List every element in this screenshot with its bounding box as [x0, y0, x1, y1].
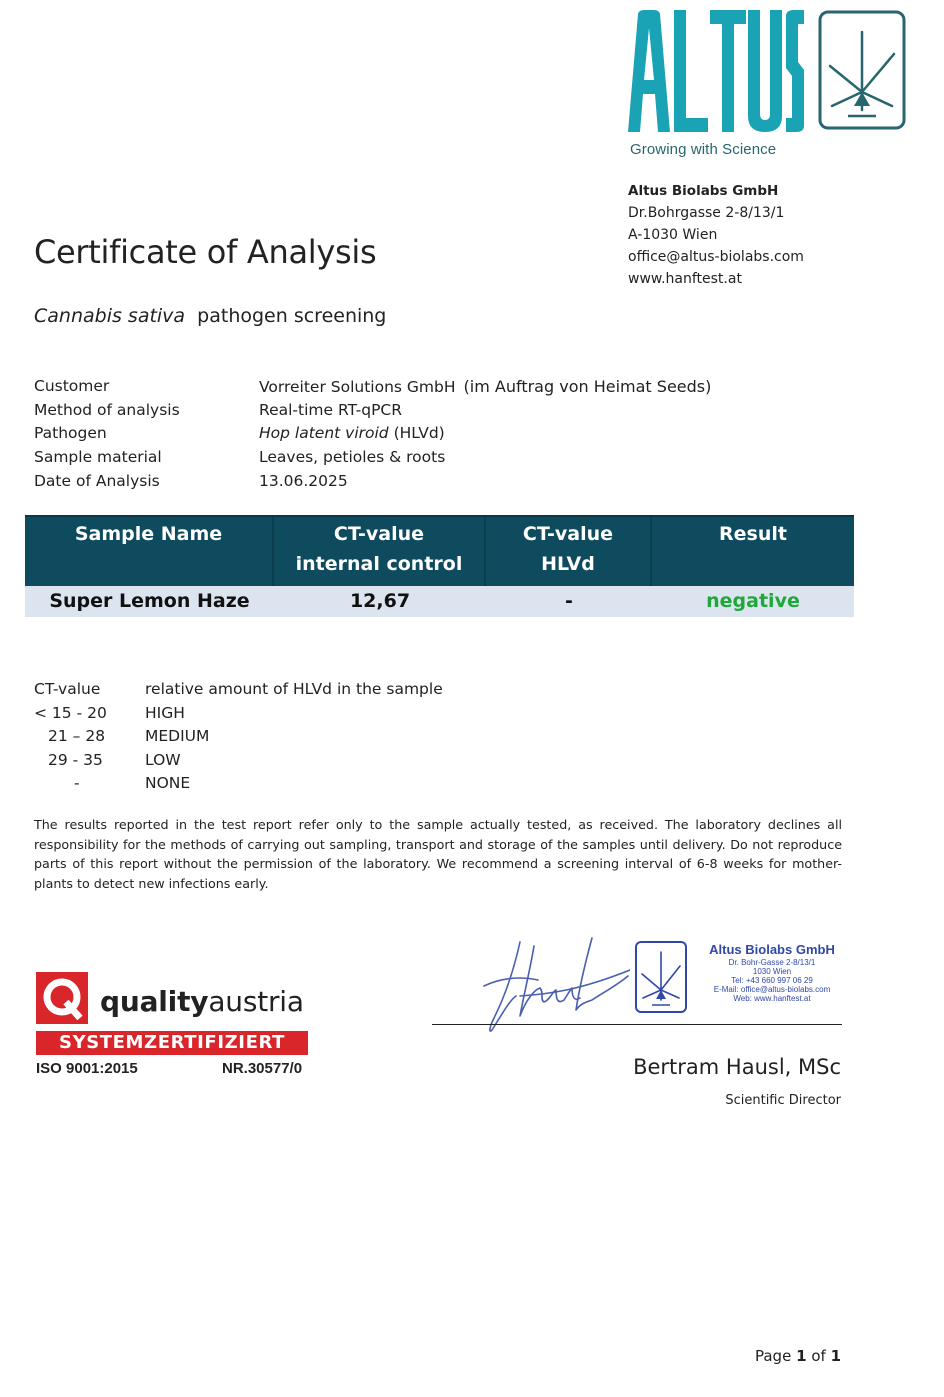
material-label: Sample material — [34, 448, 162, 467]
list-item — [34, 725, 443, 749]
material-value: Leaves, petioles & roots — [259, 448, 446, 467]
legend-level: HIGH — [145, 703, 185, 722]
legend-range: 21 – 28 — [48, 727, 106, 746]
info-row-material — [34, 446, 711, 470]
signature-line — [432, 1024, 842, 1025]
company-stamp — [692, 942, 852, 1003]
cell-sample-name: Super Lemon Haze — [49, 590, 250, 612]
info-row-date — [34, 470, 711, 494]
info-row-pathogen — [34, 422, 711, 446]
certificate-number: NR.30577/0 — [222, 1060, 303, 1077]
legend-range: 29 - 35 — [48, 750, 103, 769]
logo-tagline: Growing with Science — [630, 141, 777, 158]
handwritten-signature — [480, 930, 630, 1038]
lab-email[interactable]: office@altus-biolabs.com — [628, 249, 804, 265]
info-row-customer — [34, 375, 711, 399]
lab-street: Dr.Bohrgasse 2-8/13/1 — [628, 205, 785, 221]
list-item — [34, 702, 443, 726]
subtitle-rest: pathogen screening — [197, 305, 387, 327]
pathogen-label: Pathogen — [34, 424, 107, 443]
customer-label: Customer — [34, 377, 110, 395]
stamp-company-name: Altus Biolabs GmbH — [709, 942, 835, 957]
system-certified-bar: SYSTEMZERTIFIZIERT — [36, 1031, 308, 1055]
lab-name: Altus Biolabs GmbH — [628, 183, 779, 199]
stamp-city: 1030 Wien — [752, 967, 792, 976]
legend-range: - — [74, 774, 80, 793]
legend-range: < 15 - 20 — [34, 703, 107, 722]
analysis-info — [34, 375, 711, 493]
disclaimer-text: The results reported in the test report refer only to the sample actually tested, as received. The laboratory declines all responsibility for the methods of carrying out sampling, transport and storage of the samples until delivery. Do not reproduce parts of this report without the permission of the laboratory. We recommend a screening interval of 6-8 weeks for mother-plants to detect new infections early. — [34, 817, 842, 892]
results-header-row — [25, 515, 854, 586]
signatory-name: Bertram Hausl, MSc — [633, 1055, 841, 1079]
altus-stamp-emblem-icon — [634, 940, 688, 1014]
cell-ct-internal: 12,67 — [349, 590, 411, 612]
header-ct-hlvd: CT-value HLVd — [486, 517, 652, 586]
legend-level: MEDIUM — [145, 727, 210, 746]
pathogen-abbr: (HLVd) — [393, 424, 445, 443]
header-sample-name: Sample Name — [25, 517, 274, 586]
lab-address-block — [628, 180, 804, 290]
stamp-web: Web: www.hanftest.at — [733, 994, 811, 1003]
altus-logo-emblem-icon — [818, 10, 906, 130]
document-subtitle — [34, 305, 386, 327]
header-result: Result — [719, 523, 787, 545]
method-value: Real-time RT-qPCR — [259, 400, 403, 419]
date-value: 13.06.2025 — [259, 471, 348, 490]
legend-level: LOW — [145, 750, 181, 769]
signatory-role: Scientific Director — [725, 1093, 841, 1108]
cell-ct-hlvd: - — [565, 590, 573, 612]
stamp-email: E-Mail: office@altus-biolabs.com — [713, 985, 831, 994]
list-item — [34, 772, 443, 796]
date-label: Date of Analysis — [34, 471, 160, 490]
ct-value-legend — [34, 678, 443, 796]
quality-austria-q-icon — [36, 972, 88, 1024]
altus-logo-wordmark — [628, 10, 804, 132]
cell-result: negative — [706, 590, 800, 612]
lab-website[interactable]: www.hanftest.at — [628, 271, 742, 287]
document-title: Certificate of Analysis — [34, 233, 377, 271]
quality-austria-wordmark: qualityaustria — [100, 985, 304, 1018]
method-label: Method of analysis — [34, 400, 180, 419]
legend-header-key: CT-value — [34, 680, 101, 698]
legend-header — [34, 678, 443, 702]
results-table — [25, 515, 854, 617]
species-name: Cannabis sativa — [34, 305, 186, 327]
header-ct-internal: CT-value internal control — [274, 517, 486, 586]
pathogen-name: Hop latent viroid — [259, 424, 389, 443]
customer-note: (im Auftrag von Heimat Seeds) — [463, 377, 712, 396]
stamp-phone: Tel: +43 660 997 06 29 — [731, 976, 813, 985]
table-row — [25, 586, 854, 617]
lab-city: A-1030 Wien — [628, 227, 718, 243]
customer-value: Vorreiter Solutions GmbH (im Auftrag von Heimat Seeds) — [259, 377, 712, 396]
legend-level: NONE — [145, 774, 191, 793]
iso-standard: ISO 9001:2015 — [36, 1060, 138, 1077]
page-number: Page 1 of 1 — [754, 1347, 841, 1365]
pathogen-value — [259, 422, 445, 446]
legend-header-desc: relative amount of HLVd in the sample — [145, 680, 443, 698]
list-item — [34, 749, 443, 773]
info-row-method — [34, 399, 711, 423]
stamp-address: Dr. Bohr-Gasse 2-8/13/1 — [728, 958, 816, 967]
